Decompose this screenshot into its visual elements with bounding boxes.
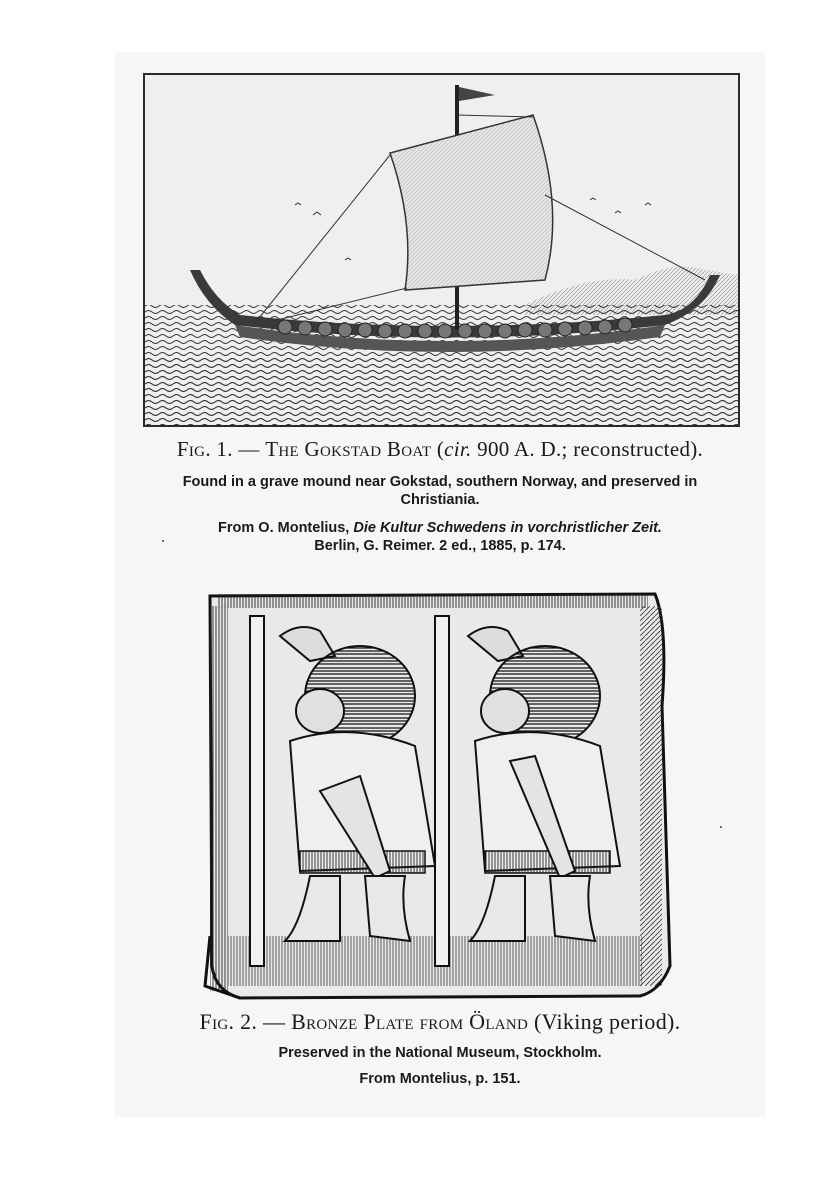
speck (720, 826, 722, 828)
figure-1-source (115, 519, 765, 537)
gokstad-boat-drawing (145, 75, 738, 425)
figure-1-publisher: Berlin, G. Reimer. 2 ed., 1885, p. 174. (314, 538, 566, 554)
figure-2-label: Fig. 2. (199, 1009, 258, 1034)
figure-1-open-paren: ( (436, 437, 445, 461)
figure-2-name: Bronze Plate from Öland (291, 1009, 529, 1034)
figure-2-source: From Montelius, p. 151. (359, 1071, 521, 1087)
figure-2-title (115, 1009, 765, 1035)
figure-1-name: The Gokstad Boat (265, 437, 432, 461)
figure-1-title (115, 437, 765, 462)
figure-1-dash: — (238, 437, 260, 461)
figure-2-period: (Viking period). (534, 1009, 681, 1034)
figure-1-date-rest: 900 A. D.; reconstructed). (477, 437, 704, 461)
figure-2-dash: — (263, 1009, 286, 1034)
figure-1-label: Fig. 1. (176, 437, 233, 461)
figure-2-description: Preserved in the National Museum, Stockholm. (278, 1045, 602, 1061)
speck (162, 540, 164, 542)
figure-1-source-prefix: From O. Montelius, (218, 520, 350, 536)
figure-1-date-italic: cir. (444, 437, 472, 461)
figure-1-source-title: Die Kultur Schwedens in vorchristlicher Zeit. (353, 520, 662, 536)
figure-2-illustration (200, 586, 675, 1004)
figure-1-illustration (143, 73, 740, 427)
figure-1-description: Found in a grave mound near Gokstad, southern Norway, and preserved in Christiania. (182, 474, 698, 508)
bronze-plate-drawing (200, 586, 675, 1004)
